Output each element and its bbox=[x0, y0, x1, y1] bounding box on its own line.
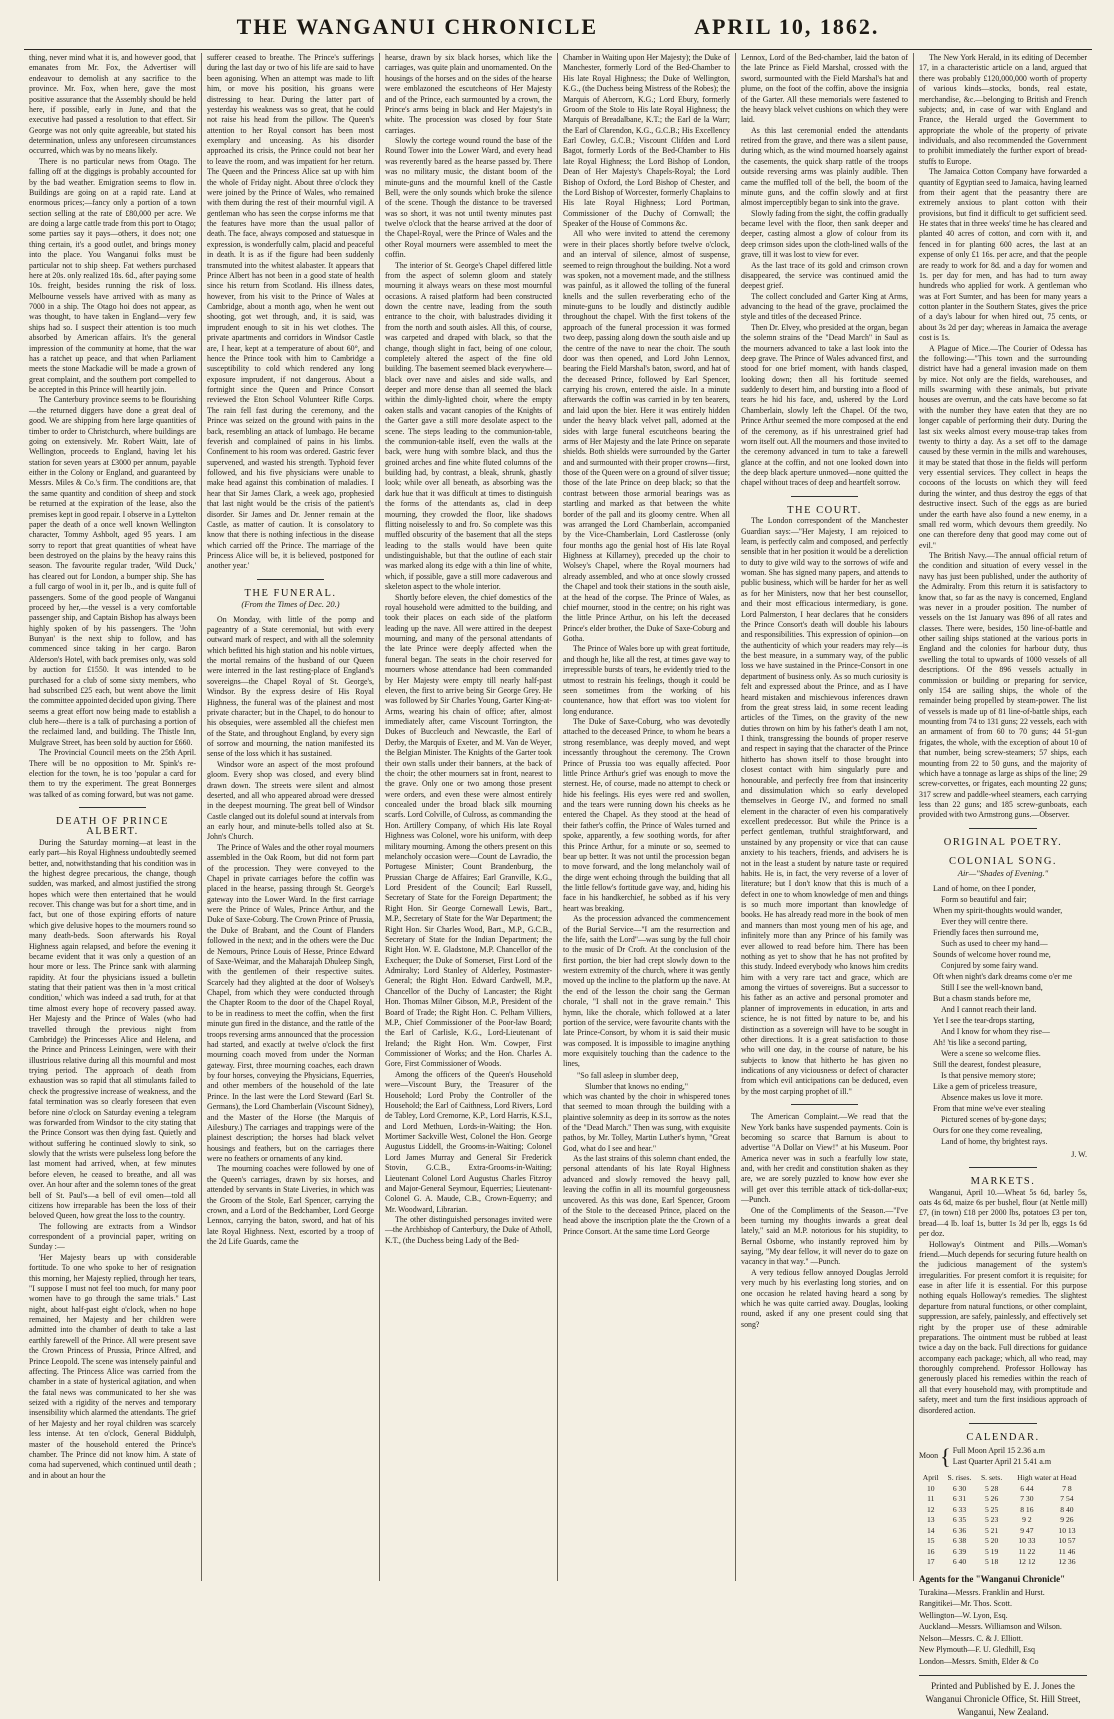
agents-list bbox=[919, 1587, 1087, 1668]
calendar-table bbox=[919, 1473, 1087, 1568]
quoted-verse bbox=[563, 1070, 730, 1092]
calendar-cell: 6 31 bbox=[952, 1494, 967, 1503]
paragraph: The Provincial Council meets on the 25th April. There will be no opposition to Mr. Spink's re-election for the town, he is too 'popular a card for them to try the experiment. The great Bonnerges was talked of as coming forward, but was not game. bbox=[29, 748, 196, 799]
column-3 bbox=[380, 53, 558, 1581]
calendar-row bbox=[919, 1536, 1087, 1547]
paragraph: Shortly before eleven, the chief domestics of the royal household were admitted to the building, and took their places on each side of the platform leading up the nave. All were attired in the deepest mourning, and many of the personal attendants of the late Prince were deeply affected when the funeral began. The seats in the choir reserved for mourners whose attendance had been commanded by Her Majesty were empty till nearly half-past eleven, the first to arrive being Sir George Grey. He was followed by Sir Charles Young, Garter King-at-Arms, wearing his chain of office; after, almost immediately after, came Viscount Torrington, the Dukes of Buccleuch and Newcastle, the Earl of Derby, the Marquis of Exeter, and M. Van de Weyer, the Belgian Minister. The Knights of the Garter took their own stalls under their banners, at the back of the choir; the other mourners sat in front, nearest to the grave. Only one or two among those present were orders, and even these were almost entirely concealed under the broad black silk mourning scarfs. Lord Colville, of Culross, as commanding the Hon. Artillery Company, of which His late Royal Highness was Colonel, wore his uniform, with deep military mourning. Among the others present on this melancholy occasion were—Count de Lavradio, the Portugese Minister; Count Brandenburg, the Prussian Charge de Affaires; Earl Granville, K.G., Lord President of the Council; Earl Russell, Secretary of State for the Foreign Department; the Right Hon. Sir George Cornewall Lewis, Bart., M.P., Secretary of State for the War Department; the Right Hon. Sir Charles Wood, Bart., M.P., G.C.B., Secretary of State for the Indian Department; the Right Hon. W. E. Gladstone, M.P. Chancellor of the Exchequer; the Duke of Somerset, First Lord of the Admiralty; Lord Stanley of Alderley, Postmaster-General; the Right Hon. Edward Cardwell, M.P., Chancellor of the Duchy of Lancaster; the Right Hon. Thomas Milner Gibson, M.P., President of the Board of Trade; the Right Hon. C. Pelham Villiers, M.P., Chief Commissioner of the Poor-law Board; the Earl of Carlisle, K.G., Lord-Lieutenant of Ireland; the Right Hon. Wm. Cowper, First Commissioner of Works; and the Hon. Charles A. Gore, First Commissioner of Woods. bbox=[385, 592, 552, 1069]
paragraph: The other distinguished personages invited were—the Archbishop of Canterbury, the Duke of Atholl, K.T., (the Duchess being Lady of the Bed- bbox=[385, 1215, 552, 1245]
calendar-cell: 10 33 bbox=[1018, 1536, 1036, 1545]
calendar-row bbox=[919, 1547, 1087, 1558]
paragraph: As the procession advanced the commencement of the Burial Service—"I am the resurrection and the life, saith the Lord"—was sung by the full choir to the music of Dr Croft. At the conclusion of the first portion, the bier had crept slowly down to the western extremity of the church, where it was gently moved up the incline to the platform up the nave. At the end of the lesson the choir sang the German chorale, "I shall not in the grave remain." This hymn, like the chorale, which followed at a later portion of the service, were favourite chants with the late Prince-Consort, by whom it is said their music was composed. It is impossible to imagine anything more exquisitely touching than the cadence to the lines, bbox=[563, 914, 730, 1069]
imprint: Printed and Published by E. J. Jones the Wanganui Chronicle Office, St. Hill Street, Wanganui, New Zealand. bbox=[919, 1675, 1087, 1719]
calendar-cell: 8 40 bbox=[1060, 1504, 1074, 1514]
paragraph: Slowly fading from the sight, the coffin gradually became level with the floor, then sank deeper and deeper, casting almost a glow of colour from its deep crimson sides upon the cloth-lined walls of the grave, till it was lost to view for ever. bbox=[741, 208, 908, 260]
poem-line: Were a scene so welcome flies. bbox=[941, 1048, 1041, 1058]
paragraph: The mourning coaches were followed by one of the Queen's carriages, drawn by six horses, and attended by servants in State Liveries, in which was the Groom of the Stole, Earl Spencer, carrying the crown, and a Lord of the Bedchamber, Lord George Lennox, carrying the baton, sword, and hat of his late Royal Highness. Next, escorted by a troop of the 2d Life Guards, came the bbox=[207, 1164, 374, 1246]
calendar-row bbox=[919, 1515, 1087, 1526]
paragraph: sufferer ceased to breathe. The Prince's sufferings during the last day or two of his life are said to have been agonising. When an attempt was made to lift him, or move his position, his groans were distressing to hear. During the latter part of yesterday his weakness was so great, that he could not raise his head from the pillow. The Queen's attention to her Royal consort has been most exemplary and unceasing. As his disorder approached its crisis, the Prince could not bear her to leave the room, and was impatient for her return. The Queen and the Princess Alice sat up with him the whole of Friday night. About three o'clock they were joined by the Prince of Wales, who remained with them during the rest of their mournful vigil. A gentleman who has seen the corpse informs me that the features have more than the usual pallor of death. The face, always composed and statuesque in expression, is wonderfully calm, placid and peaceful in death. It is as if the figure had been suddenly transmuted into the whitest alabaster. It appears that Prince Albert has not been in a good state of health since his return from Scotland. His illness dates, however, from his visit to the Prince of Wales at Cambridge, about a month ago, when he went out shooting, got wet through, and, it is said, was imprudent enough to sit in his wet clothes. The private apartments and corridors in Windsor Castle are, I hear, kept at a temperature of about 60°, and hence the Prince took with him to Cambridge a susceptibility to cold which rendered any long exposure imprudent, if not dangerous. About a fortnight since the Queen and Prince Consort reviewed the Eton School Volunteer Rifle Corps. The rain fell fast during the ceremony, and the Prince was seized on the ground with pains in the back, resembling an attack of lumbago. He became feverish and complained of pains in his limbs. Confinement to his room was ordered. Gastric fever supervened, and wasted his strength. Typhoid fever followed, and his five physicians were unable to make head against this combination of maladies. I hear that Sir James Clark, a week ago, prophesied that last night would be the crisis of the patient's disorder. Sir James and Dr. Jenner remain at the Castle, as matter of caution. It is consolatory to know that there is nothing infectious in the disease which carried off the Prince. The marriage of the Princess Alice will be, it is believed, postponed for another year.' bbox=[207, 53, 374, 571]
paragraph: thing, never mind what it is, and however good, that emanates from Mr. Fox, the Advertiser will endeavour to demolish at any sacrifice to the province. Mr. Fox, when here, gave the most positive assurance that the Assembly should be held here, if possible, early in June, and that the executive had passed a resolution to that effect. Sir George was not only quite agreeable, but stated his determination, unless any unforeseen circumstances occurred, which was by no means likely. bbox=[29, 53, 196, 156]
paragraph: There is no particular news from Otago. The falling off at the diggings is probably accounted for by the bad weather. Emigration seems to flow in. Buildings are going on at a rapid rate. Land at enormous prices;—fancy only a portion of a town section selling at the rate of £80,000 per acre. We are doing a large cattle trade from this port to Otago; some parties say it pays—others, it does not; one thing certain, it's a good outlet, and brings money into the place. You Wanganui folks must be particular not to ship sheep. Fat wethers purchased here at 20s. only realized 18s. 6d., after paying some 10s. freight, besides running the risk of loss. Melbourne vessels have arrived with as many as 7000 in a ship. The Otago hoi does not appear, as was thought, to have taken in England—very few ships had so. I suspect their attention is too much absorbed by American affairs. It's the general impression of the community at home, that the war has a ratchet up peace, and that when Parliament meets the stone Mackadie will be made a grown of great complaint, and the southern port compelled to be accepted in this Prince will heartily join. bbox=[29, 156, 196, 394]
calendar-cell: 12 36 bbox=[1058, 1557, 1076, 1566]
paragraph: The Canterbury province seems to be flourishing—the returned diggers have done a great deal of good. We are shipping from here large quantities of timber to order to Christchurch, where buildings are going on extensively. Mr. Robert Waitt, late of Wellington, proceeds to England, having let his station for seven years at £3000 per annum, payable either in the Colony or England, and guaranteed by Messrs. Miles & Co.'s firm. The conditions are, that the same quantity and condition of sheep and stock be returned at the expiration of the lease, also the premises kept in good repair. I observe in a Lyttelton paper the death of a once well known Wellington character, Tommy Ashbolt, aged 95 years. I am sorry to report that great quantities of wheat have been destroyed on the plains by the heavy rains this season. The favourite regular trader, 'Wild Duck,' has cleared out for London, a bumper ship. She has a full cargo of wool in it, per lb., and is quite full of passengers. Some of the good people of Wanganui proceed by her,—the vessel is a very comfortable passenger ship, and Captain Bishop has always been highly spoken of by his passengers. The 'John Bunyan' is the next ship to follow, and has commenced since taking in her cargo. Baron Alderson's Hotel, with back premises only, was sold by auction for £1550. It was intended to be purchased for a club of some sixty members, who had subscribed £25 each, but went above the limit the committee appointed decided upon giving. There seems a great effort now being made to establish a club here—there is a talk of purchasing a portion of the reclaimed land, and building. The Thistle Inn, Mulgrave Street, has been sold by auction for £660. bbox=[29, 395, 196, 747]
calendar-cell: 7 30 bbox=[1020, 1494, 1034, 1503]
calendar-header-cell: April bbox=[922, 1473, 939, 1482]
column-6 bbox=[914, 53, 1092, 1718]
poem-line: Ah! 'tis like a second parting, bbox=[933, 1037, 1027, 1047]
calendar-cell: 15 bbox=[926, 1536, 935, 1545]
paragraph: Then Dr. Elvey, who presided at the organ, began the solemn strains of the "Dead March" in Saul as the mourners advanced to take a last look into the deep grave. The Prince of Wales advanced first, and stood for one brief moment, with hands clasped, looking down; then all his fortitude seemed suddenly to desert him, and bursting into a flood of tears he hid his face, and, ushered by the Lord Chamberlain, slowly left the Chapel. Of the two, Prince Arthur seemed the more composed at the end of the ceremony, as if his unrestrained grief had worn itself out. All the mourners and those invited to the ceremony advanced in turn to take a farewell glance at the coffin, and not one looked down into the deep black aperture unmoved—none quitted the chapel without traces of deep and heartfelt sorrow. bbox=[741, 322, 908, 488]
calendar-cell: 6 44 bbox=[1020, 1483, 1034, 1493]
brace-icon: { bbox=[940, 1443, 951, 1469]
column-4 bbox=[558, 53, 736, 1581]
poem-line: From that mine we've ever stealing bbox=[933, 1103, 1046, 1113]
calendar-cell: 5 23 bbox=[984, 1515, 999, 1524]
agent-entry: Auckland—Messrs. Williamson and Wilson. bbox=[919, 1622, 1062, 1632]
agents-heading: Agents for the "Wanganui Chronicle" bbox=[919, 1573, 1066, 1584]
calendar-header-row bbox=[919, 1473, 1087, 1484]
paragraph: The interior of St. George's Chapel differed little from the aspect of solemn gloom and stately mourning it always wears on these most mournful occasions. A raised platform had been constructed down the centre nave, leading from the south entrance to the choir, with balustrades dividing it from the north and south aisles. All this, of course, was carpeted and draped with black, so that the change, though slight in fact, being of one colour, completely altered the aspect of the fine old building. The basement seemed black everywhere—black over nave and aisles and side walls, and deeper and more dense than all seemed the black within the dimly-lighted choir, where the empty oaken stalls and vacant canopies of the Knights of the Garter gave a still more desolate aspect to the scene. The steps leading to the communion-table, the communion-table itself, even the walls at the back, were hung with sombre black, and thus the groined arches and fine white fluted columns of the building had, by contrast, a bleak, shrunk, ghastly look; while over all beneath, as absorbing was the dark hue that it was difficult at times to distinguish the forms of the attendants as, clad in deep mourning, they crowded the floor, like shadows flitting noiselessly to and fro. So complete was this muffled obscurity of the basement that all the steps leading to the stalls would have been quite undistinguishable, but that the outline of each stair was marked along its edge with a thin line of white, which, if possible, gave a still more cadaverous and skeleton aspect to the whole interior. bbox=[385, 260, 552, 592]
calendar-cell: 6 33 bbox=[952, 1504, 967, 1514]
poem-line: Absence makes us love it more. bbox=[941, 1092, 1043, 1102]
moon-last: Last Quarter April 21 5.41 a.m bbox=[952, 1456, 1052, 1466]
paragraph: Chamber in Waiting upon Her Majesty); the Duke of Manchester, formerly Lord of the Bed-Chamber to His late Royal Highness; the Duke of Wellington, K.G., (the Duchess being Mistress of the Robes); the Marquis of Abercorn, K.G.; Lord Ebury, formerly Groom of the Stole to His late Royal Highness; the Marquis of Breadalbane, K.T.; the Earl de la Warr; the Earl of Clarendon, K.G., G.C.B.; His Excellency Earl Cowley, G.C.B.; Viscount Clifden and Lord Bagot, formerly Lords of the Bed-Chamber to His late Royal Highness; the Lord Bishop of London, Dean of Her Majesty's Chapels-Royal; the Lord Bishop of Oxford, the Lord Bishop of Chester, and the Lord Bishop of Worcester, formerly Chaplains to His late Royal Highness; Lord Portman, Commissioner of the Duchy of Cornwall; the Speaker of the House of Commons &c. bbox=[563, 53, 730, 228]
poem-line: Sounds of welcome hover round me, bbox=[933, 949, 1051, 959]
paragraph: which was chanted by the choir in whispered tones that seemed to moan through the building with a plaintive solemnity as deep in its sorrow as the notes of the "Dead March." Then was sung, with exquisite pathos, by Mr. Tolley, Martin Luther's hymn, "Great God, what do I see and hear." bbox=[563, 1091, 730, 1153]
paragraph: The British Navy.—The annual official return of the condition and situation of every vessel in the navy has just been published, under the authority of the Admiralty. From this return it is satisfactory to know that, so far as the navy is concerned, England was never in a prouder position. The number of vessels on the 1st January was 896 of all rates and classes. There were, besides, 150 line-of-battle and other sailing ships stationed at the various ports in England and the colonies for harbour duty, thus swelling the total to upwards of 1000 vessels of all descriptions. Of the 896 vessels actually in commission or building or preparing for service, only 154 are sailing ships, the whole of the remainder being propelled by steam-power. The list of vessels is made up of 81 line-of-battle ships, each mounting from 74 to 131 guns; 22 vessels, each with an armament of from 60 to 70 guns; 44 51-gun frigates, the whole, with the exception of about 10 of that number, being screw-steamers; 57 ships, each mounting from 22 to 50 guns, and the majority of which have a tonnage as large as ships of the line; 29 screw-corvettes, or frigates, each mounting 22 guns; 317 screw and paddle-wheel steamers, each carrying less than 22 guns; and 185 screw-gunboats, each provided with two Armstrong guns.—Observer. bbox=[919, 551, 1087, 820]
paragraph: The Jamaica Cotton Company have forwarded a quantity of Egyptian seed to Jamaica, having learned from their agent that the peasantry there are extremely anxious to plant cotton with their provisions, but find it difficult to get sufficient seed. He states that in three weeks' time he has cleared and planted 40 acres of cotton, and corn with it, and fenced in for planting 600 acres, the last at an expense of only £1 16s. per acre, and that the people are ready to work for 8d. and a day for women and 1s. per day for men, and has had to turn away hundreds who applied for work. A gentleman who was at Fort Sumter, and has been for many years a cotton planter in the Southern States, gives the price of a day's labour for when hired out, 75 cents, or about 3s 2d per day; whereas in Jamaica the average cost is 1s. bbox=[919, 167, 1087, 343]
calendar-cell: 16 bbox=[926, 1546, 935, 1556]
column-5 bbox=[736, 53, 914, 1581]
divider bbox=[79, 807, 146, 808]
section-heading-markets: MARKETS. bbox=[970, 1176, 1036, 1188]
newspaper-title: THE WANGANUI CHRONICLE bbox=[236, 14, 599, 39]
divider bbox=[791, 1104, 858, 1105]
poem-line: Ever they will centre there. bbox=[941, 916, 1028, 926]
agent-entry: Turakina—Messrs. Franklin and Hurst. bbox=[919, 1587, 1045, 1597]
calendar-cell: 10 13 bbox=[1058, 1525, 1076, 1535]
poem-line: Oft when night's dark dreams come o'er me bbox=[933, 971, 1073, 981]
paragraph: During the Saturday morning—at least in the early part—his Royal Highness undoubtedly seemed better, and, notwithstanding that his condition was in the highest degree precarious, the change, though sudden, was marked, and almost justified the strong hopes which were then entertained that he would recover. This change was but for a short time, and in fact, but one of those expiring efforts of nature which give delusive hopes to the mourners round so many death-beds. Soon afterwards his Royal Highness again relapsed, and before the evening it became evident that it was only a question of an hour more or less. The Prince sank with alarming rapidity. At four the physicians issued a bulletin stating that their patient was then in 'a most critical condition,' which was indeed a sad truth, for at that time almost every hope of recovery passed away. Her Majesty and the Prince of Wales (who had travelled through the previous night from Cambridge) the Princesses Alice and Helena, and the Prince and Princess Leiningen, were with their illustrious relative during all this mournful and most trying period. The approach of death from exhaustion was so rapid that all stimulants failed to check the progressive increase of weakness, and the fatal termination was so clearly foreseen that even before nine o'clock on Saturday evening a telegram was forwarded from Windsor to the city stating that the Prince Consort was then dying fast. Quietly and without suffering he continued slowly to sink, so slowly that the wrists were pulseless long before the last moment had arrived, when, at few minutes before eleven, he ceased to breathe, and all was over. An hour after and the solemn tones of the great bell of St. Paul's—a bell of evil omen—told all citizens how irreparable has been the loss of their beloved Queen, how great the loss to the country. bbox=[29, 837, 196, 1221]
paragraph: The Prince of Wales and the other royal mourners assembled in the Oak Room, but did not form part of the procession. They were conveyed to the Chapel in private carriages before the coffin was placed in the hearse, passing through St. George's gateway into the Lower Ward. In the first carriage were the Prince of Wales, Prince Arthur, and the Duke of Saxe-Coburg. The Crown Prince of Prussia, the Duke of Brabant, and the Count of Flanders followed in the next; and in the others were the Duc de Nemours, Prince Louis of Hesse, Prince Edward of Saxe-Weimar, and the Maharajah Dhuleep Singh, with the gentlemen of their respective suites. Scarcely had they alighted at the door of Wolsey's Chapel, from which they were conducted through the Chapter Room to the door of the Chapel Royal, to be in readiness to meet the coffin, when the first minute gun fired in the distance, and the rattle of the troops reversing arms announced that the procession had started, and exactly at twelve o'clock the first mourning coach moved from under the Norman gateway. First, three mourning coaches, each drawn by four horses, conveying the Physicians, Equerries, and other members of the household of the late Prince. In the last were the Lord Steward (Earl St. Germans), the Lord Chamberlain (Viscount Sidney), and the Master of the Horse (the Marquis of Ailesbury.) The carriages and trappings were of the plainest description; the horses had black velvet housings and feathers, but on the carriages there were no feathers or ornaments of any kind. bbox=[207, 842, 374, 1163]
calendar-header-cell: High water at Head bbox=[1017, 1473, 1077, 1482]
poem-line: When my spirit-thoughts would wander, bbox=[933, 905, 1063, 915]
calendar-row bbox=[919, 1557, 1087, 1568]
masthead bbox=[24, 14, 1092, 50]
paragraph: Wanganui, April 10.—Wheat 5s 6d, barley 5s, oats 4s 6d, maize 6s per bushel, flour (at Nettle mill) £7, (in town) £18 per 2000 lbs, potatoes £3 per ton, bread—4 lb. loaf 1s, butter 1s 3d per lb, eggs 1s 6d per doz. bbox=[919, 1187, 1087, 1239]
poem-line: Ours for one they come revealing, bbox=[933, 1125, 1043, 1135]
paragraph: On Monday, with little of the pomp and pageantry of a State ceremonial, but with every outward mark of respect, and with all the solemnity which befitted his high station and his noble virtues, the mortal remains of the husband of our Queen were interred in the last resting-place of England's sovereigns—the Chapel Royal of St. George's, Windsor. By the express desire of His Royal Highness, the funeral was of the plainest and most private character; but in the Chapel, to do honour to his obsequies, were assembled all the chiefest men of the State, and throughout England, by every sign of sorrow and mourning, the nation manifested its sense of the loss which it has sustained. bbox=[207, 614, 374, 759]
poem-line: Yet I see the tear-drops starting, bbox=[933, 1015, 1035, 1025]
calendar-row bbox=[919, 1526, 1087, 1537]
divider bbox=[969, 1167, 1036, 1168]
calendar-cell: 11 46 bbox=[1058, 1546, 1076, 1556]
paragraph: The Prince of Wales bore up with great fortitude, and though he, like all the rest, at times gave way to irrepressible bursts of tears, he evidently tried to the utmost to restrain his feelings, though it could be seen sometimes from the working of his countenance, how that effort was too violent for long endurance. bbox=[563, 644, 730, 716]
calendar-cell: 13 bbox=[926, 1515, 935, 1524]
paragraph: The Duke of Saxe-Coburg, who was devotedly attached to the deceased Prince, to whom he bears a strong resemblance, was deeply moved, and wept incessantly throughout the ceremony. The Crown Prince of Prussia too was equally affected. Poor little Prince Arthur's grief was enough to move the sternest. He, of course, made no attempt to check or hide his feelings. His eyes were red and swollen, and the tears were running down his cheeks as he entered the Chapel. As they stood at the head of their father's coffin, the Prince of Wales turned and spoke, apparently, a few soothing words, for after this Prince Arthur, for a minute or so, seemed to bear up better. It was not until the procession began to move forward, and the long melancholy wail of the dirge went echoing through the building that all the little fellow's fortitude gave way, and, hiding his face in his handkerchief, he sobbed as if his very heart was breaking. bbox=[563, 717, 730, 913]
calendar-cell: 7 8 bbox=[1062, 1483, 1072, 1493]
calendar-cell: 10 bbox=[926, 1483, 935, 1493]
poem-line: Land of home, thy brightest rays. bbox=[941, 1136, 1048, 1146]
divider bbox=[969, 1423, 1036, 1424]
calendar-cell: 17 bbox=[926, 1557, 935, 1566]
calendar-cell: 5 25 bbox=[984, 1504, 999, 1514]
paragraph: As this last ceremonial ended the attendants retired from the grave, and there was a silent pause, during which, as the wind mourned hoarsely against the casements, the quick sharp rattle of the troops outside reversing arms was plainly audible. Then came the muffled toll of the bell, the boom of the minute guns, and the coffin slowly and at first almost imperceptibly began to sink into the grave. bbox=[741, 125, 908, 208]
calendar-cell: 9 2 bbox=[1022, 1515, 1032, 1524]
article-heading: DEATH OF PRINCE ALBERT. bbox=[56, 816, 169, 838]
calendar-cell: 5 19 bbox=[984, 1546, 999, 1556]
paragraph: 'Her Majesty bears up with considerable fortitude. To one who spoke to her of resignation this morning, her Majesty replied, through her tears, "I suppose I must not feel too much, for many poor women have to go through the same trials." Last night, about half-past eight o'clock, when no hope remained, her Majesty and her children were admitted into the chamber of death to take a last earthly farewell of the Prince. All were present save the Crown Princess of Prussia, Prince Alfred, and Prince Leopold. The scene was intensely painful and affecting. The Princess Alice was carried from the chamber in a state of hysterical agitation, and when the fatal news was communicated to her she was seized with a rigidity of the nerves and temporary insensibility which alarmed the attendants. The grief of her Majesty and her royal children was scarcely less intense. At ten o'clock, General Biddulph, master of the household entered the Prince's chamber. The Prince did not know him. A state of coma had supervened, which continued until death ; and in about an hour the bbox=[29, 1252, 196, 1480]
moon-phases bbox=[919, 1443, 1087, 1469]
paragraph: As the last strains of this solemn chant ended, the personal attendants of his late Royal Highness advanced and slowly removed the heavy pall, leaving the coffin in all its mournful gorgeousness uncovered. As this was done, Earl Spencer, Groom of the Stole to the deceased Prince, placed on the head above the inscription plate the the Crown of a Prince Consort. At the same time Lord George bbox=[563, 1154, 730, 1236]
paragraph: hearse, drawn by six black horses, which like the carriages, was quite plain and unornamented. On the housings of the horses and on the sides of the hearse were emblazoned the escutcheons of Her Majesty and of the Prince, each surmounted by a crown, the Prince's arms being in black and Her Majesty's in white. The procession was closed by four State carriages. bbox=[385, 53, 552, 135]
agent-entry: Rangitikei—Mr. Thos. Scott. bbox=[919, 1599, 1012, 1609]
paragraph: Holloway's Ointment and Pills.—Woman's friend.—Much depends for securing future health on the judicious management of the system's irregularities. For present comfort it is requisite; for ease in after life it is essential. For this purpose nothing equals Holloway's remedies. The slightest departure from natural functions, or other complaint, suppression, are safely, painlessly, and effectively set right by the proper use of these admirable preparations. The ointment must be rubbed at least twice a day on the back. Full directions for guidance accompany each package; which, all who read, may thoroughly comprehend. Professor Holloway has generously placed his remedies within the reach of all that every household may, with promptitude and safety, meet and turn the first insidious approach of disordered action. bbox=[919, 1239, 1087, 1415]
poem-line: Conjured by some fairy wand. bbox=[941, 960, 1039, 970]
calendar-cell: 6 40 bbox=[952, 1557, 967, 1566]
poem-line: And I know for whom they rise— bbox=[941, 1026, 1050, 1036]
calendar-cell: 5 18 bbox=[984, 1557, 999, 1566]
calendar-cell: 10 57 bbox=[1058, 1536, 1076, 1545]
section-heading-calendar: CALENDAR. bbox=[966, 1431, 1040, 1443]
calendar-cell: 12 bbox=[926, 1504, 935, 1514]
calendar-body bbox=[919, 1484, 1087, 1568]
poem-line: Is that pensive memory store; bbox=[941, 1070, 1036, 1080]
moon-full: Full Moon April 15 2.36 a.m bbox=[952, 1446, 1045, 1456]
calendar-cell: 14 bbox=[926, 1525, 935, 1535]
calendar-header-cell: S. rises. bbox=[947, 1473, 972, 1482]
calendar-cell: 11 bbox=[927, 1494, 935, 1503]
poem-line: Pictured scenes of by-gone days; bbox=[941, 1114, 1047, 1124]
calendar-cell: 12 12 bbox=[1018, 1557, 1036, 1566]
poem-line: But a chasm stands before me, bbox=[933, 993, 1031, 1003]
poem-body bbox=[919, 883, 1087, 1147]
calendar-cell: 6 30 bbox=[952, 1483, 967, 1493]
poem-signature: J. W. bbox=[1071, 1149, 1087, 1159]
moon-label: Moon bbox=[919, 1451, 939, 1461]
poem-line: And I cannot reach their land. bbox=[941, 1004, 1037, 1014]
column-1 bbox=[24, 53, 202, 1581]
divider bbox=[791, 496, 858, 497]
paragraph: A very tedious fellow annoyed Douglas Jerrold very much by his everlasting long stories, and on one occasion he related having heard a song by which he was quite carried away. Douglas, looking round, asked if any one present could sing that song? bbox=[741, 1267, 908, 1329]
paragraph: As the last trace of its gold and crimson crown disappeared, the service was continued amid the deepest grief. bbox=[741, 260, 908, 291]
calendar-cell: 6 35 bbox=[952, 1515, 967, 1524]
verse-line: Slumber that knows no ending," bbox=[585, 1081, 689, 1091]
calendar-cell: 6 39 bbox=[952, 1546, 967, 1556]
poem-line: Friendly faces then surround me, bbox=[933, 927, 1039, 937]
calendar-row bbox=[919, 1505, 1087, 1516]
calendar-cell: 8 16 bbox=[1020, 1504, 1034, 1514]
article-heading: THE FUNERAL. bbox=[244, 587, 337, 599]
paragraph: The collect concluded and Garter King at Arms, advancing to the head of the grave, proclaimed the style and titles of the deceased Prince. bbox=[741, 291, 908, 322]
columns bbox=[24, 53, 1092, 1718]
article-heading: THE COURT. bbox=[787, 504, 862, 516]
paragraph: The London correspondent of the Manchester Guardian says:—"Her Majesty, I am rejoiced to learn, is perfectly calm and composed, and perfectly sensible that in her position it would be a dereliction to duty to give wild way to the sorrows of wife and woman. She has signed many papers, and attends to public business, which will be harder for her as well as for her Ministers, now that her best counsellor, and their most efficacious intermediary, is gone. Lord Palmerston, I hear declares that he considers the Prince Consort's death will double his labours and responsibilities. This expression of opinion—on the authenticity of which your readers may rely—is the best measure, in a summary way, of the public loss we have sustained in the Prince-Consort in one department of business only. As so much curiosity is felt and expressed about the Prince, and as I have heard mistaken and mischievous inferences drawn from the great stress laid, in some recent leading articles of the Times, on the gravity of the new duties thrown on him by his father's death I am not, I think, transgressing the bounds of proper reserve and respect in saying that the character of the Prince hitherto has shown itself to those brought into closest contact with him singularly pure and honourable, and perfectly free from that insincerity and dissimulation which so early developed themselves in George IV., and formed no small element in the character of even his comparatively excellent predecessor. But while the Prince is a perfect gentleman, truthful straightforward, and unstained by any propensity or vice that can cause anxiety to his teachers, friends, and advisers he is not in the least a student by nature taste or required habits. He is, in fact, the very reverse of a lover of literature; but I don't know that this is much of a defect in one to whom knowledge of men and things is so much more important than knowledge of books. He has already read more in the book of men and manners than most young men of his age, and infinitely more than any Prince of his family was ever allowed to read before him. There has been nothing as yet to show that he has not profited by this study. Indeed everybody who knows him credits him with a very rare tact and grace, which are among the virtues of sovereigns. But a successor to his father as an active and personal promoter and planner of improvements in education, in arts and science, he is not fitted by nature to be, and his distinction as a sovereign will have to be sought in other directions. It is a great satisfaction to those who will one day, in the course of nature, be his subjects to know that hitherto he has given no indications of any viciousness or defect of character from which evil anticipations can be deduced, even by the most carping prophet of ill." bbox=[741, 516, 908, 1096]
calendar-header-cell: S. sets. bbox=[980, 1473, 1003, 1482]
calendar-cell: 5 21 bbox=[984, 1525, 999, 1535]
agent-entry: London—Messrs. Smith, Elder & Co bbox=[919, 1656, 1039, 1666]
calendar-cell: 5 26 bbox=[984, 1494, 999, 1503]
paragraph: The following are extracts from a Windsor correspondent of a provincial paper, writing on Sunday :— bbox=[29, 1221, 196, 1252]
verse-line: "So fall asleep in slumber deep, bbox=[577, 1070, 679, 1080]
calendar-cell: 5 28 bbox=[984, 1483, 999, 1493]
poem-line: Like a gem of priceless treasure, bbox=[933, 1081, 1037, 1091]
calendar-cell: 9 26 bbox=[1060, 1515, 1074, 1524]
paragraph: A Plague of Mice.—The Courier of Odessa has the following:—"This town and the surrounding district have had a general invasion made on them by mice. Not only are the fields, warehouses, and mills swarming with these animals, but private houses are overrun, and the cats have become so fat with the number they have eaten that they are no longer capable of performing their duty. During the last six weeks almost every mouse-trap takes from twenty to thirty a day. As a set off to the damage caused by these vermin in the mills and warehouses, it may be stated that those in the fields will perform very essential services. They collect in heaps the cocoons of the locusts on which they will feed during the winter, and thus destroy the eggs of that destructive insect. Such of the eggs as are buried under the earth have also found a new enemy, in a small red worm, which devours them greedily. No one can therefore deny that good may come out of evil." bbox=[919, 343, 1087, 550]
paragraph: Slowly the cortege wound round the base of the Round Tower into the Lower Ward, and every head was reverently bared as the hearse passed by. There was no military music, the distant boom of the minute-guns and the mournful knell of the Castle Bell, were the only sounds which broke the silence of the scene. Though the distance to be traversed was so short, it was not until twenty minutes past twelve o'clock that the hearse arrived at the door of the Chapel-Royal, were the Prince of Wales and the other Royal mourners were assembled to meet the coffin. bbox=[385, 136, 552, 260]
calendar-cell: 5 20 bbox=[984, 1536, 999, 1545]
paragraph: The New York Herald, in its editing of December 17, in a characteristic article on a land, argued that there was probably £120,000,000 worth of property of various kinds—stocks, bonds, real estate, merchandise, &c.—belonging to British and French subjects; and, in case of war with England and France, the Herald urged the Government to appropriate the whole of the property of private individuals, and also recommended the Government to prohibit immediately the further export of bread-stuffs to Europe. bbox=[919, 53, 1087, 166]
calendar-cell: 9 47 bbox=[1020, 1525, 1034, 1535]
agent-entry: New Plymouth—F. U. Gledhill, Esq bbox=[919, 1645, 1036, 1655]
issue-date: APRIL 10, 1862. bbox=[694, 14, 880, 39]
paragraph: One of the Compliments of the Season.—"I've been turning my thoughts inwards a great deal lately," said an M.P. notorious for his stupidity, to Bernal Osborne, who instantly reproved him by saying, "My dear fellow, it will never do to gaze on vacancy in that way." —Punch. bbox=[741, 1205, 908, 1267]
poem-line: Such as used to cheer my hand— bbox=[941, 938, 1048, 948]
poem-line: Still I see the well-known band, bbox=[941, 982, 1043, 992]
column-2 bbox=[202, 53, 380, 1581]
paragraph: The American Complaint.—We read that the New York banks have suspended payments. Coin is becoming so scarce that Barnum is about to advertise "A Dollar on View!" at his Museum. Poor America never was in such a fearfully low state, and, with her credit and constitution shaken as they are, we are sorely puzzled to know how ever she will get over this terrible attack of tick-dollar-eux; —Punch. bbox=[741, 1112, 908, 1205]
calendar-row bbox=[919, 1494, 1087, 1505]
calendar-cell: 6 38 bbox=[952, 1536, 967, 1545]
paragraph: Lennox, Lord of the Bed-chamber, laid the baton of the late Prince as Field Marshal, crossed with the sword, surmounted with the Field Marshal's hat and plume, on the foot of the coffin, above the insignia of the Garter. All these memorials were fastened to the heavy black velvet cushions on which they were laid. bbox=[741, 53, 908, 125]
article-source: (From the Times of Dec. 20.) bbox=[241, 599, 340, 610]
poem-line: Form so beautiful and fair; bbox=[941, 894, 1027, 904]
poem-title: COLONIAL SONG. bbox=[948, 856, 1058, 868]
calendar-row bbox=[919, 1484, 1087, 1495]
agent-entry: Nelson—Messrs. C. & J. Elliott. bbox=[919, 1633, 1024, 1643]
divider bbox=[969, 828, 1036, 829]
paragraph: Among the officers of the Queen's Household were—Viscount Bury, the Treasurer of the Household; Lord Proby the Controller of the Household; the Earl of Caithness, Lord Rivers, Lord de Tabley, Lord Cremorne, K.P., Lord Harris, K.S.I., and Lord Methuen, Lords-in-Waiting; the Hon. Mortimer Sackville West, Colonel the Hon. George Augustus Liddell, the Grooms-in-Waiting; Colonel Lord James Murray and General Sir Frederick Stovin, G.C.B., Extra-Grooms-in-Waiting; Lieutenant Colonel Lord Augustus Charles Fitzroy and Major-General Seymour, Equerries; Lieutenant-Colonel G. A. Maude, C.B., Crown-Equerry; and Mr. Woodward, Librarian. bbox=[385, 1069, 552, 1214]
paragraph: All who were invited to attend the ceremony were in their places shortly before twelve o'clock, and an interval of silence, almost of suspense, seemed to reign throughout the building. Not a word was spoken, not a movement made, and the stillness was painful, as it allowed the tolling of the funeral knells and the sullen reverberating echo of the minute-guns to be loudly and distinctly audible throughout the chapel. With the first tokens of the approach of the funeral procession it was formed two deep, passing along down the south aisle and up the centre of the nave to near the choir. The south door was then opened, and Lord John Lennox, bearing the Field Marshal's baton, sword, and hat of the deceased Prince, followed by Earl Spencer, carrying his crown, entered the aisle. In a minute afterwards the coffin was carried in by ten bearers, and laid upon the bier. Here it was entirely hidden under the heavy black velvet pall, adorned at the sides with large funeral escutcheons bearing the arms of Her Majesty and the late Prince on separate shields. Both shields were surrounded by the Garter and and surmounted with their proper crowns—first, those of the Queen were on a ground of silver tissue; those of the late Prince on deep black; so that the contrast between those armorial bearings was as startling and marked as that between the white border of the pall and its gloomy centre. When all was arranged the Lord Chamberlain, accompanied by the Vice-Chamberlain, Lord Castlerosse (only four months ago the genial host of His late Royal Highness at Killarney), preceded up the choir to Wolsey's Chapel, where the Royal mourners had already assembled, and who at once slowly crossed the Chapel and took their stations in the south aisle, at the head of the corpse. The Prince of Wales, as chief mourner, stood in the centre; on his right was the little Prince Arthur, on his left the deceased Prince's elder brother, the Duke of Saxe-Coburg and Gotha. bbox=[563, 229, 730, 643]
calendar-cell: 7 54 bbox=[1060, 1494, 1074, 1503]
agent-entry: Wellington—W. Lyon, Esq. bbox=[919, 1610, 1008, 1620]
section-heading-poetry: ORIGINAL POETRY. bbox=[943, 836, 1063, 848]
calendar-cell: 11 22 bbox=[1018, 1546, 1036, 1556]
poem-line: Land of home, on thee I ponder, bbox=[933, 883, 1036, 893]
poem-line: Still the dearest, fondest pleasure, bbox=[933, 1059, 1041, 1069]
poem-air: Air—"Shades of Evening." bbox=[957, 867, 1049, 878]
calendar-cell: 6 36 bbox=[952, 1525, 967, 1535]
divider bbox=[257, 579, 324, 580]
paragraph: Windsor wore an aspect of the most profound gloom. Every shop was closed, and every blind drawn down. The streets were silent and almost deserted, and all who appeared abroad were dressed in the deepest mourning. The great bell of Windsor Castle clanged out its doleful sound at intervals from an early hour, and minute-bells tolled also at St. John's Church. bbox=[207, 759, 374, 842]
